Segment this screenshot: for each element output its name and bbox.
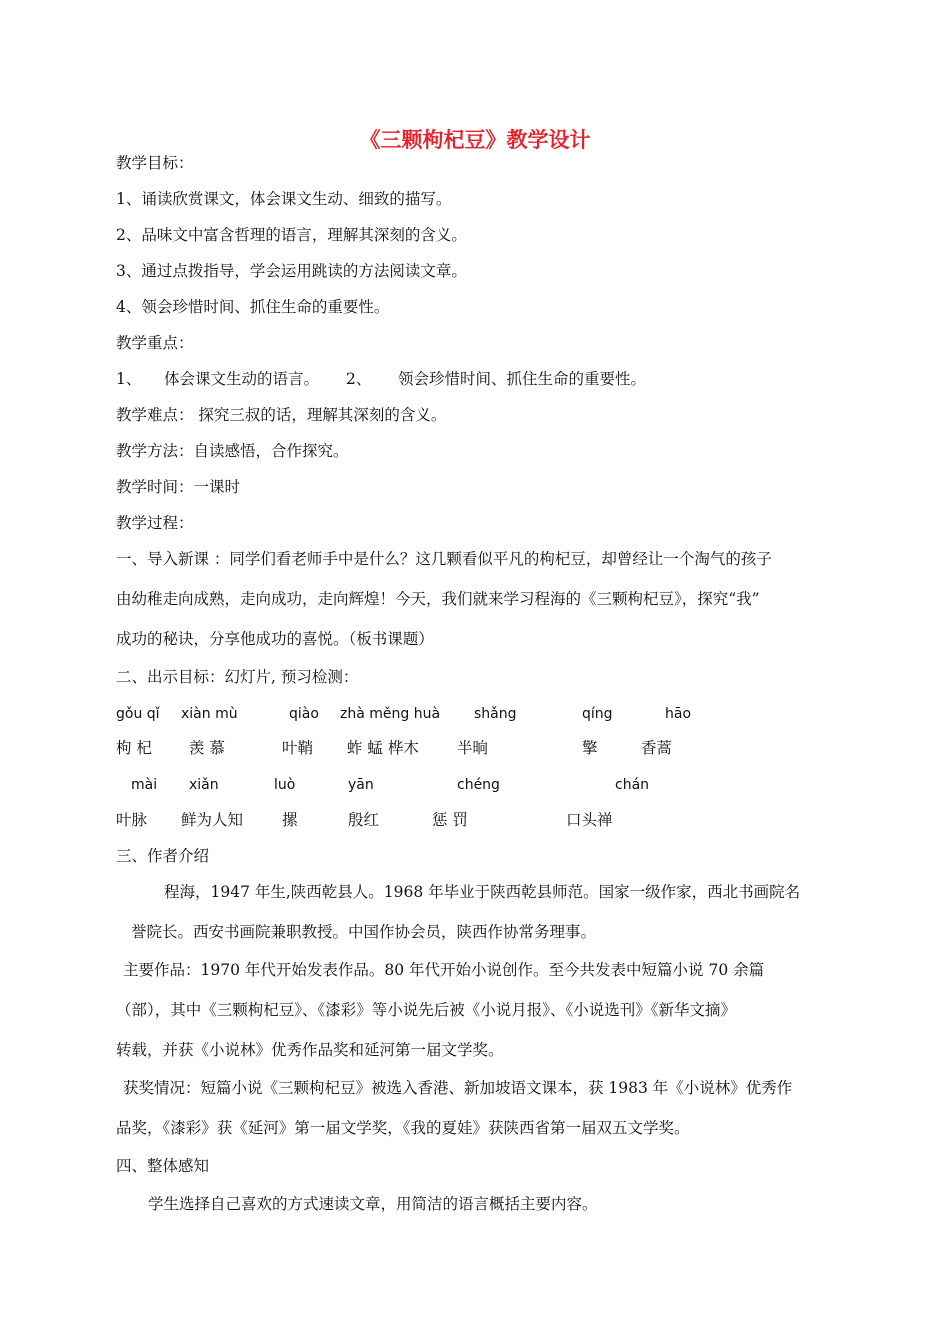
objective-item-2: 2、品味文中富含哲理的语言，理解其深刻的含义。 <box>116 226 467 244</box>
method-line: 教学方法：自读感悟，合作探究。 <box>116 442 349 460</box>
objectives-heading: 教学目标： <box>116 154 194 172</box>
word-gouqi: 枸 杞 <box>116 739 152 757</box>
key-point-2-number: 2、 <box>346 370 372 388</box>
intro-line-1: 一、导入新课 ：同学们看老师手中是什么？这几颗看似平凡的枸杞豆，却曾经让一个淘气的孩子 <box>116 550 772 568</box>
objective-item-3: 3、通过点拨指导，学会运用跳读的方法阅读文章。 <box>116 262 467 280</box>
section3-heading: 三、作者介绍 <box>116 847 210 865</box>
word-qing: 擎 <box>582 739 598 757</box>
objective-item-1: 1、诵读欣赏课文，体会课文生动、细致的描写。 <box>116 190 452 208</box>
document-title: 《三颗枸杞豆》教学设计 <box>359 127 591 152</box>
word-xianmu: 羡 慕 <box>189 739 225 757</box>
pinyin-hao: hāo <box>665 706 692 722</box>
overall-text: 学生选择自己喜欢的方式速读文章，用简洁的语言概括主要内容。 <box>148 1195 598 1213</box>
intro-line-3: 成功的秘诀，分享他成功的喜悦。（板书课题） <box>116 630 434 648</box>
word-xianweirenzhi: 鲜为人知 <box>181 811 244 829</box>
word-luo: 摞 <box>282 811 298 829</box>
pinyin-xianmu: xiàn mù <box>181 706 238 722</box>
word-koutouchan: 口头禅 <box>566 811 613 829</box>
author-p1-line1: 程海，1947 年生,陕西乾县人。1968 年毕业于陕西乾县师范。国家一级作家，西北书画院名 <box>164 883 801 901</box>
word-yeqiao: 叶鞘 <box>282 739 314 757</box>
word-yemai: 叶脉 <box>116 811 148 829</box>
author-p2-line1: 主要作品：1970 年代开始发表作品。80 年代开始小说创作。至今共发表中短篇小说 70 余篇 <box>123 961 765 979</box>
difficulty-line: 教学难点： 探究三叔的话，理解其深刻的含义。 <box>116 406 447 424</box>
word-xianghao: 香蒿 <box>641 739 673 757</box>
process-heading: 教学过程： <box>116 514 194 532</box>
pinyin-qiao: qiào <box>289 706 319 722</box>
word-zhameng-huamu: 蚱 蜢 桦木 <box>347 739 419 757</box>
author-p2-line3: 转载，并获《小说林》优秀作品奖和延河第一届文学奖。 <box>116 1041 504 1059</box>
time-line: 教学时间：一课时 <box>116 478 241 496</box>
pinyin-shang: shǎng <box>474 706 517 722</box>
word-chengfa: 惩 罚 <box>432 811 468 829</box>
pinyin-luo: luò <box>274 777 296 793</box>
pinyin-mai: mài <box>131 777 158 793</box>
pinyin-qing: qíng <box>582 706 613 722</box>
key-point-1-text: 体会课文生动的语言。 <box>164 370 320 388</box>
pinyin-xian: xiǎn <box>189 777 219 793</box>
author-p1-line2: 誉院长。西安书画院兼职教授。中国作协会员，陕西作协常务理事。 <box>131 923 597 941</box>
author-p3-line1: 获奖情况：短篇小说《三颗枸杞豆》被选入香港、新加坡语文课本，获 1983 年《小说林》优秀作 <box>123 1079 793 1097</box>
section2-heading: 二、出示目标：幻灯片, 预习检测： <box>116 668 359 686</box>
author-p2-line2: （部），其中《三颗枸杞豆》、《漆彩》等小说先后被《小说月报》、《小说选刊》《新华文摘》 <box>116 1001 737 1019</box>
key-point-2-text: 领会珍惜时间、抓住生命的重要性。 <box>398 370 647 388</box>
key-points-heading: 教学重点： <box>116 334 194 352</box>
author-p3-line2: 品奖，《漆彩》获《延河》第一届文学奖，《我的夏娃》获陕西省第一届双五文学奖。 <box>116 1119 690 1137</box>
word-banshang: 半晌 <box>457 739 489 757</box>
pinyin-cheng: chéng <box>457 777 500 793</box>
intro-line-2: 由幼稚走向成熟，走向成功，走向辉煌！今天，我们就来学习程海的《三颗枸杞豆》，探究“我” <box>116 590 760 608</box>
section4-heading: 四、整体感知 <box>116 1157 210 1175</box>
pinyin-yan: yān <box>348 777 374 793</box>
objective-item-4: 4、领会珍惜时间、抓住生命的重要性。 <box>116 298 390 316</box>
pinyin-gouqi: gǒu qǐ <box>116 706 160 722</box>
word-yinhong: 殷红 <box>348 811 380 829</box>
pinyin-chan: chán <box>615 777 650 793</box>
pinyin-zhamenghua: zhà měng huà <box>340 706 441 722</box>
key-point-1-number: 1、 <box>116 370 142 388</box>
